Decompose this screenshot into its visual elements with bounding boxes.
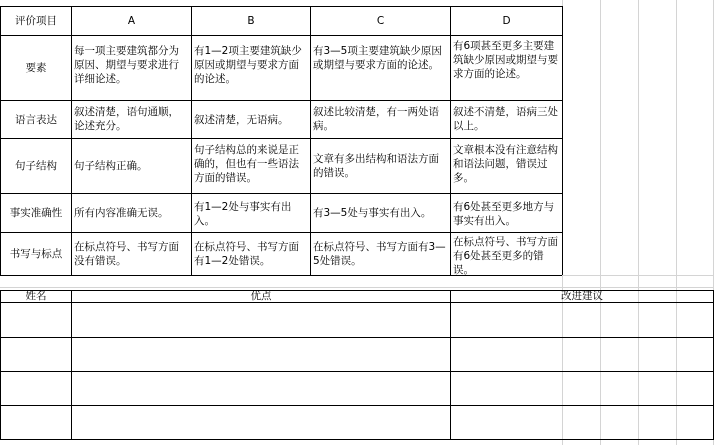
feedback-suggestions-cell[interactable] — [451, 406, 713, 439]
feedback-name-cell[interactable] — [1, 372, 71, 405]
criterion-cell-b: 句子结构总的来说是正确的，但也有一些语法方面的错误。 — [194, 144, 299, 184]
header-grade-d: D — [502, 15, 511, 27]
header-suggestions: 改进建议 — [561, 290, 603, 302]
feedback-suggestions-cell[interactable] — [451, 338, 713, 371]
feedback-name-cell[interactable] — [1, 338, 71, 371]
header-item: 评价项目 — [15, 15, 57, 27]
criterion-cell-a: 在标点符号、书写方面没有错误。 — [74, 241, 179, 267]
feedback-suggestions-cell[interactable] — [451, 303, 713, 337]
criterion-cell-d: 叙述不清楚，语病三处以上。 — [453, 106, 558, 132]
feedback-strengths-cell[interactable] — [72, 338, 450, 371]
feedback-strengths-cell[interactable] — [72, 303, 450, 337]
header-name: 姓名 — [25, 290, 47, 302]
criterion-cell-d: 在标点符号、书写方面有6处甚至更多的错误。 — [453, 236, 558, 275]
criterion-cell-b: 有1—2处与事实有出入。 — [194, 201, 292, 227]
header-strengths: 优点 — [250, 290, 272, 302]
criterion-cell-d: 有6项甚至更多主要建筑缺少原因或期望与要求方面的论述。 — [453, 40, 558, 80]
criterion-cell-c: 有3—5处与事实有出入。 — [313, 207, 432, 219]
header-grade-c: C — [376, 15, 385, 27]
criterion-label: 事实准确性 — [9, 207, 63, 219]
feedback-strengths-cell[interactable] — [72, 406, 450, 439]
feedback-strengths-cell[interactable] — [72, 372, 450, 405]
criterion-cell-b: 有1—2项主要建筑缺少原因或期望与要求方面的论述。 — [194, 45, 302, 85]
criterion-cell-a: 所有内容准确无误。 — [74, 207, 169, 219]
criterion-label: 要素 — [25, 62, 47, 74]
gridline — [0, 287, 714, 288]
feedback-name-cell[interactable] — [1, 303, 71, 337]
criterion-label: 句子结构 — [15, 160, 57, 172]
criterion-cell-a: 每一项主要建筑都分为原因、期望与要求进行详细论述。 — [74, 45, 179, 85]
criterion-cell-c: 文章有多出结构和语法方面的错误。 — [313, 153, 439, 179]
criterion-cell-c: 有3—5项主要建筑缺少原因或期望与要求方面的论述。 — [313, 45, 442, 71]
criterion-cell-a: 句子结构正确。 — [74, 160, 148, 172]
header-grade-b: B — [247, 15, 255, 27]
criterion-label: 书写与标点 — [9, 248, 63, 260]
header-grade-a: A — [127, 15, 136, 27]
criterion-cell-b: 叙述清楚，无语病。 — [194, 113, 289, 126]
criterion-cell-b: 在标点符号、书写方面有1—2处错误。 — [194, 241, 299, 267]
criterion-cell-d: 有6处甚至更多地方与事实有出入。 — [453, 201, 555, 227]
clipped-title — [130, 0, 460, 2]
criterion-cell-d: 文章根本没有注意结构和语法问题，错误过多。 — [453, 144, 558, 184]
criterion-cell-c: 叙述比较清楚，有一两处语病。 — [313, 106, 439, 132]
feedback-suggestions-cell[interactable] — [451, 372, 713, 405]
criterion-cell-a: 叙述清楚，语句通顺，论述充分。 — [74, 106, 179, 132]
feedback-name-cell[interactable] — [1, 406, 71, 439]
criterion-label: 语言表达 — [15, 113, 57, 126]
criterion-cell-c: 在标点符号、书写方面有3—5处错误。 — [313, 241, 446, 267]
